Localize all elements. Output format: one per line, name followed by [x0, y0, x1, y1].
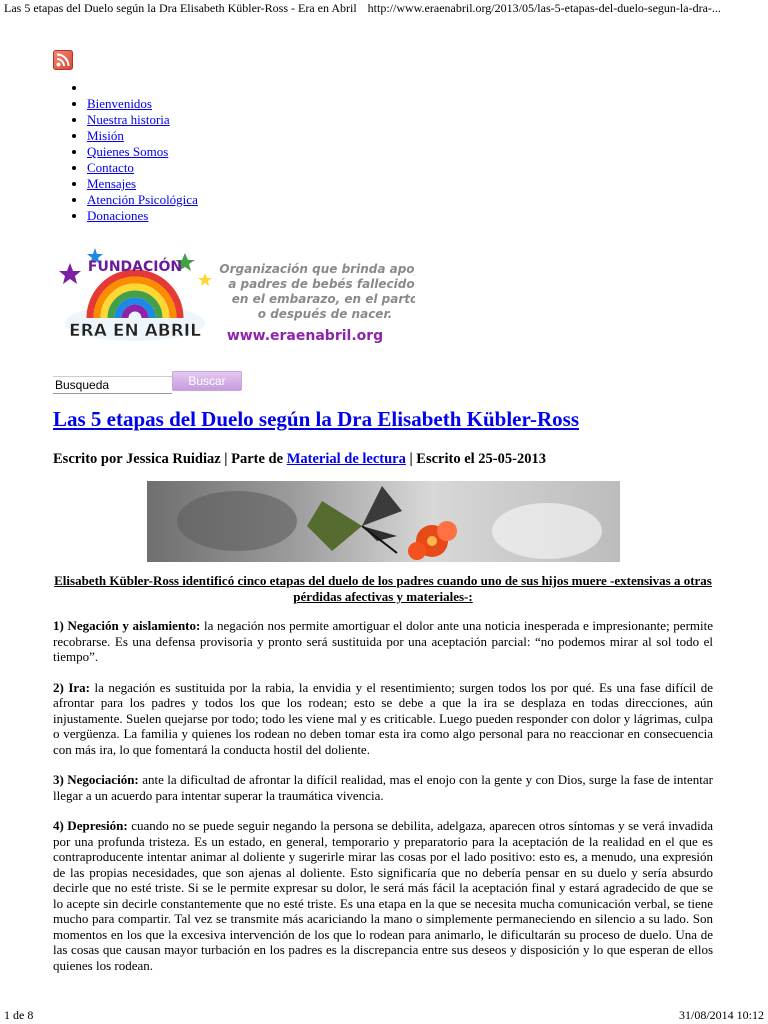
page-indicator: 1 de 8 — [4, 1008, 34, 1022]
article-title-link[interactable]: Las 5 etapas del Duelo según la Dra Elisabeth Kübler-Ross — [53, 407, 580, 431]
print-timestamp: 31/08/2014 10:12 — [678, 1008, 764, 1022]
stage-heading: 1) Negación y aislamiento: — [53, 618, 201, 633]
banner-tagline-3: en el embarazo, en el parto — [231, 292, 415, 306]
stage-paragraph — [53, 818, 713, 973]
stage-heading: 4) Depresión: — [53, 818, 128, 833]
nav-link-mensajes[interactable]: Mensajes — [87, 176, 137, 191]
nav-item-nuestra-historia — [87, 112, 198, 128]
banner-website: www.eraenabril.org — [226, 328, 384, 344]
banner-tagline-4: o después de nacer. — [257, 307, 393, 321]
stage-heading: 2) Ira: — [53, 679, 90, 695]
main-nav — [52, 80, 198, 224]
stage-text: ante la dificultad de afrontar la difícil realidad, mas el enojo con la gente y con Dios, surge la fase de intentar llegar a un acuerdo para intentar superar la traumática vivencia. — [53, 772, 713, 803]
nav-item-empty — [87, 80, 198, 96]
stage-text: la negación nos permite amortiguar el dolor ante una noticia inesperada e impresionante; permite recobrarse. Es una defensa provisoria y pronto será sustituida por una aceptación parcial: “no podemos mirar al sol todo el tiempo”. — [53, 618, 713, 664]
article-lead: Elisabeth Kübler-Ross identificó cinco etapas del duelo de los padres cuando uno de sus hijos muere -extensivas a otras pérdidas afectivas y materiales-: — [54, 573, 712, 604]
nav-item-bienvenidos — [87, 96, 198, 112]
search-button[interactable]: Buscar — [172, 371, 242, 391]
stage-heading: 3) Negociación: — [53, 772, 139, 787]
nav-item-contacto — [87, 160, 198, 176]
nav-item-mision — [87, 128, 198, 144]
byline-suffix: | Escrito el 25-05-2013 — [405, 451, 546, 467]
site-banner[interactable] — [55, 243, 415, 353]
banner-tagline-1: Organización que brinda apoyo — [219, 262, 415, 276]
nav-item-atencion-psicologica — [87, 192, 198, 208]
stage-paragraph — [53, 618, 713, 665]
article-body — [53, 573, 713, 988]
nav-link-contacto[interactable]: Contacto — [87, 160, 134, 175]
article-byline — [53, 449, 546, 469]
logo-fundacion-text: FUNDACIÓN — [87, 259, 183, 275]
rss-feed-icon[interactable] — [53, 50, 73, 70]
print-header — [4, 0, 766, 16]
category-link[interactable]: Material de lectura — [286, 451, 406, 467]
stage-paragraph — [53, 680, 713, 758]
search-input[interactable] — [53, 376, 172, 394]
nav-link-bienvenidos[interactable]: Bienvenidos — [87, 96, 152, 111]
article-title — [53, 404, 579, 434]
nav-link-quienes-somos[interactable]: Quienes Somos — [87, 144, 169, 159]
logo-name-text: ERA EN ABRIL — [69, 321, 201, 341]
print-page-title: Las 5 etapas del Duelo según la Dra Elisabeth Kübler-Ross - Era en Abril — [4, 1, 357, 15]
nav-link-donaciones[interactable]: Donaciones — [87, 208, 149, 223]
stage-text: la negación es sustituida por la rabia, la envidia y el resentimiento; surgen todos los por qué. Es una fase difícil de afrontar para los padres y todos los que los rodean; esto se debe a que la ira se desplaza en todas direcciones, aún injustamente. Suelen quejarse por todo; todo les viene mal y es criticable. Luego pueden responder con dolor y lágrimas, culpa o vergüenza. La familia y quienes los rodean no deben tomar esta ira como algo personal para no reaccionar en consecuencia con más ira, lo que fomentará la conducta hostil del doliente. — [53, 679, 713, 757]
stage-paragraph — [53, 772, 713, 803]
nav-link-atencion-psicologica[interactable]: Atención Psicológica — [87, 192, 198, 207]
nav-link-nuestra-historia[interactable]: Nuestra historia — [87, 112, 170, 127]
stage-text: cuando no se puede seguir negando la persona se debilita, adelgaza, aparecen otros síntomas y se verá invadida por una profunda tristeza. Es un estado, en general, temporario y preparatorio para la aceptación de la realidad en el que es contraproducente intentar animar al doliente y sugerirle mirar las cosas por el lado positivo: esto es, a menudo, una expresión de las propias necesidades, que son ajenas al doliente. Esto significaría que no debería pensar en su duelo y sería absurdo decirle que no esté triste. Si se le permite expresar su dolor, le será más fácil la aceptación final y estará agradecido de que se lo acepte sin decirle constantemente que no esté triste. Es una etapa en la que se necesita mucha comunicación verbal, se tiene mucho para compartir. Tal vez se transmite más acariciando la mano o simplemente permaneciendo en silencio a su lado. Son momentos en los que la excesiva intervención de los que lo rodean para animarlo, le dificultarán su proceso de duelo. Una de las cosas que causan mayor turbación en los padres es la discrepancia entre sus deseos y disposición y lo que esperan de ellos quienes los rodean. — [53, 818, 713, 973]
banner-tagline-2: a padres de bebés fallecidos — [228, 277, 415, 291]
article-image — [147, 481, 620, 562]
nav-link-mision[interactable]: Misión — [87, 128, 124, 143]
nav-item-mensajes — [87, 176, 198, 192]
nav-item-donaciones — [87, 208, 198, 224]
nav-item-quienes-somos — [87, 144, 198, 160]
print-url: http://www.eraenabril.org/2013/05/las-5-etapas-del-duelo-segun-la-dra-... — [367, 1, 721, 15]
byline-prefix: Escrito por Jessica Ruidiaz | Parte de — [53, 451, 287, 467]
fundacion-logo — [55, 243, 415, 353]
